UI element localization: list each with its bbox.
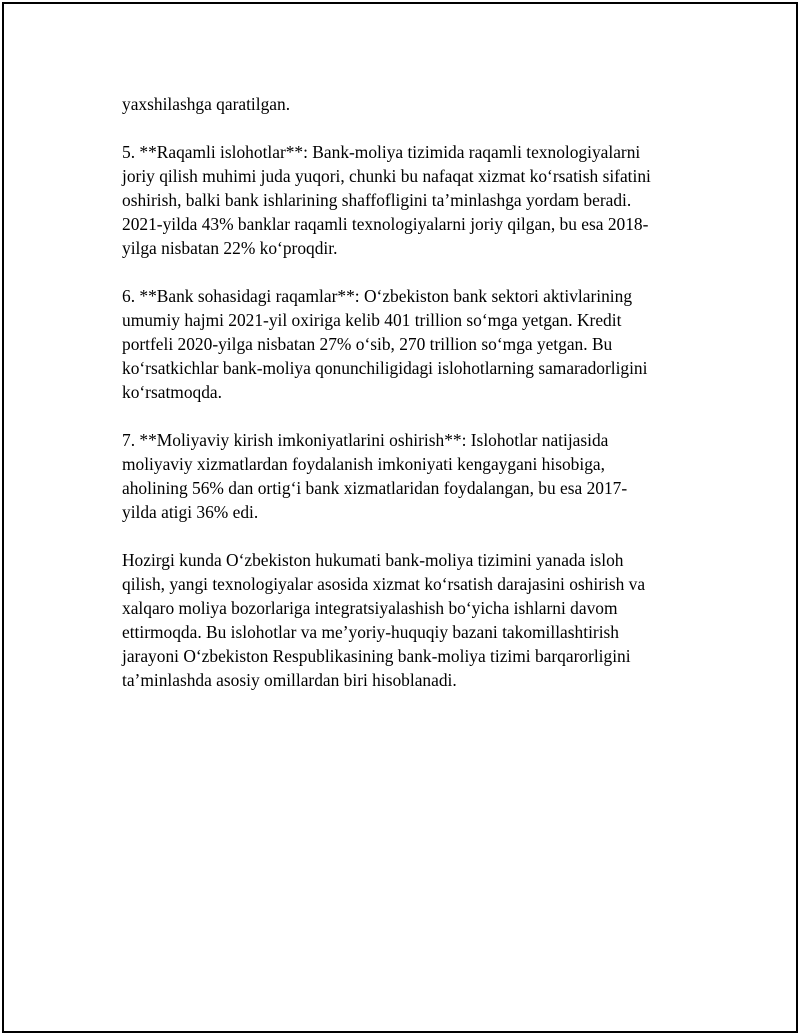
paragraph-continuation bbox=[122, 92, 702, 116]
text-line: 7. **Moliyaviy kirish imkoniyatlarini oshirish**: Islohotlar natijasida bbox=[122, 430, 609, 450]
text-line: jarayoni O‘zbekiston Respublikasining bank-moliya tizimi barqarorligini bbox=[122, 646, 631, 666]
text-line: ta’minlashda asosiy omillardan biri hisoblanadi. bbox=[122, 670, 457, 690]
text-line: 5. **Raqamli islohotlar**: Bank-moliya tizimida raqamli texnologiyalarni bbox=[122, 142, 641, 162]
text-line: qilish, yangi texnologiyalar asosida xizmat ko‘rsatish darajasini oshirish va bbox=[122, 574, 646, 594]
document-body bbox=[122, 92, 702, 716]
paragraph-conclusion bbox=[122, 548, 702, 692]
text-line: ko‘rsatkichlar bank-moliya qonunchiligidagi islohotlarning samaradorligini bbox=[122, 358, 648, 378]
paragraph-financial-access bbox=[122, 428, 702, 524]
text-line: xalqaro moliya bozorlariga integratsiyalashish bo‘yicha ishlarni davom bbox=[122, 598, 618, 618]
text-line: Hozirgi kunda O‘zbekiston hukumati bank-moliya tizimini yanada isloh bbox=[122, 550, 624, 570]
text-line: oshirish, balki bank ishlarining shaffofligini ta’minlashga yordam beradi. bbox=[122, 190, 632, 210]
text-line: 6. **Bank sohasidagi raqamlar**: O‘zbekiston bank sektori aktivlarining bbox=[122, 286, 633, 306]
text-line: moliyaviy xizmatlardan foydalanish imkoniyati kengaygani hisobiga, bbox=[122, 454, 605, 474]
text-line: aholining 56% dan ortig‘i bank xizmatlaridan foydalangan, bu esa 2017- bbox=[122, 478, 628, 498]
page bbox=[2, 2, 798, 1033]
text-line: ettirmoqda. Bu islohotlar va me’yoriy-huquqiy bazani takomillashtirish bbox=[122, 622, 619, 642]
text-line: 2021-yilda 43% banklar raqamli texnologiyalarni joriy qilgan, bu esa 2018- bbox=[122, 214, 649, 234]
text-line: yaxshilashga qaratilgan. bbox=[122, 94, 291, 114]
text-line: umumiy hajmi 2021-yil oxiriga kelib 401 trillion so‘mga yetgan. Kredit bbox=[122, 310, 622, 330]
text-line: joriy qilish muhimi juda yuqori, chunki bu nafaqat xizmat ko‘rsatish sifatini bbox=[122, 166, 651, 186]
paragraph-digital-reforms bbox=[122, 140, 702, 260]
text-line: yilga nisbatan 22% ko‘proqdir. bbox=[122, 238, 338, 258]
text-line: ko‘rsatmoqda. bbox=[122, 382, 222, 402]
paragraph-banking-figures bbox=[122, 284, 702, 404]
text-line: yilda atigi 36% edi. bbox=[122, 502, 259, 522]
text-line: portfeli 2020-yilga nisbatan 27% o‘sib, 270 trillion so‘mga yetgan. Bu bbox=[122, 334, 613, 354]
